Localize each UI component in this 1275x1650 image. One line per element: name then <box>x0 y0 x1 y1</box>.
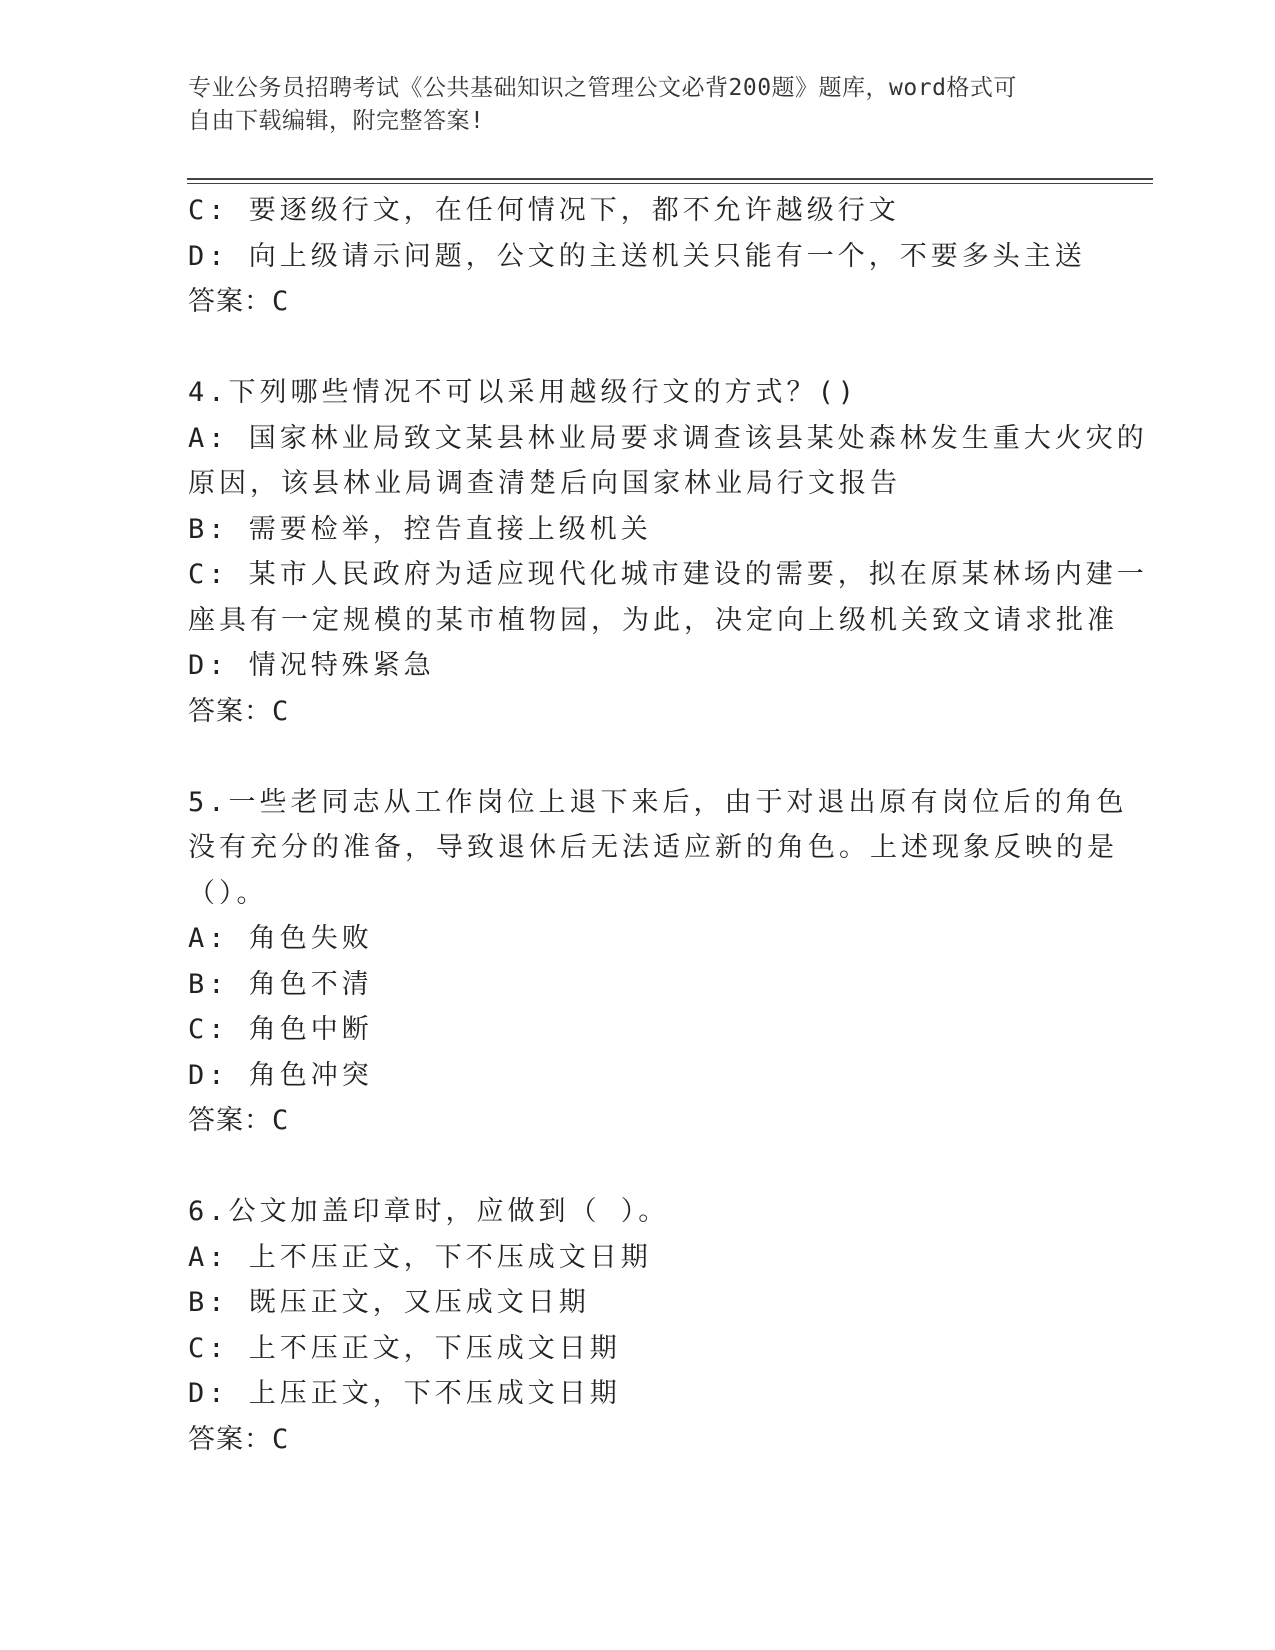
question-6-option-b: B: 既压正文，又压成文日期 <box>188 1287 590 1318</box>
continued-answer: 答案：C <box>188 286 290 317</box>
question-4-option-c-cont: 座具有一定规模的某市植物园，为此，决定向上级机关致文请求批准 <box>188 604 1118 636</box>
header-rule-thin <box>187 183 1153 184</box>
question-5-stem-cont-2: （）。 <box>188 877 268 909</box>
question-5-option-b: B: 角色不清 <box>188 968 373 1000</box>
question-4 <box>188 370 1148 734</box>
continued-option-c: C: 要逐级行文，在任何情况下，都不允许越级行文 <box>188 195 900 226</box>
question-6-answer: 答案：C <box>188 1423 290 1455</box>
question-4-answer: 答案：C <box>188 695 290 727</box>
question-6-stem: 6.公文加盖印章时，应做到（ ）。 <box>188 1196 670 1227</box>
question-4-option-d: D: 情况特殊紧急 <box>188 650 435 681</box>
question-4-option-c: C: 某市人民政府为适应现代化城市建设的需要，拟在原某林场内建一 <box>188 559 1148 590</box>
question-5-stem-cont: 没有充分的准备，导致退休后无法适应新的角色。上述现象反映的是 <box>188 832 1118 863</box>
header-line-2: 自由下载编辑，附完整答案! <box>188 108 485 134</box>
question-6 <box>188 1189 1088 1462</box>
spacer <box>188 1144 1088 1190</box>
question-5-option-d: D: 角色冲突 <box>188 1059 373 1091</box>
question-4-option-b: B: 需要检举，控告直接上级机关 <box>188 513 652 545</box>
question-5-option-c: C: 角色中断 <box>188 1014 373 1045</box>
question-4-stem: 4.下列哪些情况不可以采用越级行文的方式？() <box>188 377 859 408</box>
question-6-option-d: D: 上压正文，下不压成文日期 <box>188 1378 621 1409</box>
question-4-option-a: A: 国家林业局致文某县林业局要求调查该县某处森林发生重大火灾的 <box>188 422 1148 454</box>
spacer <box>188 734 1088 780</box>
question-5 <box>188 780 1128 1144</box>
question-6-option-c: C: 上不压正文，下压成文日期 <box>188 1332 621 1364</box>
header-rule-thick <box>187 178 1153 180</box>
header-line-1: 专业公务员招聘考试《公共基础知识之管理公文必背200题》题库，word格式可 <box>188 75 1017 101</box>
question-content <box>188 188 1148 1462</box>
continued-option-d: D: 向上级请示问题，公文的主送机关只能有一个，不要多头主送 <box>188 240 1086 272</box>
question-6-option-a: A: 上不压正文，下不压成文日期 <box>188 1241 652 1273</box>
page-header <box>188 72 1088 138</box>
spacer <box>188 325 1088 371</box>
question-4-option-a-cont: 原因，该县林业局调查清楚后向国家林业局行文报告 <box>188 468 901 499</box>
question-5-stem: 5.一些老同志从工作岗位上退下来后，由于对退出原有岗位后的角色 <box>188 786 1128 818</box>
question-5-option-a: A: 角色失败 <box>188 923 373 954</box>
question-5-answer: 答案：C <box>188 1105 290 1136</box>
